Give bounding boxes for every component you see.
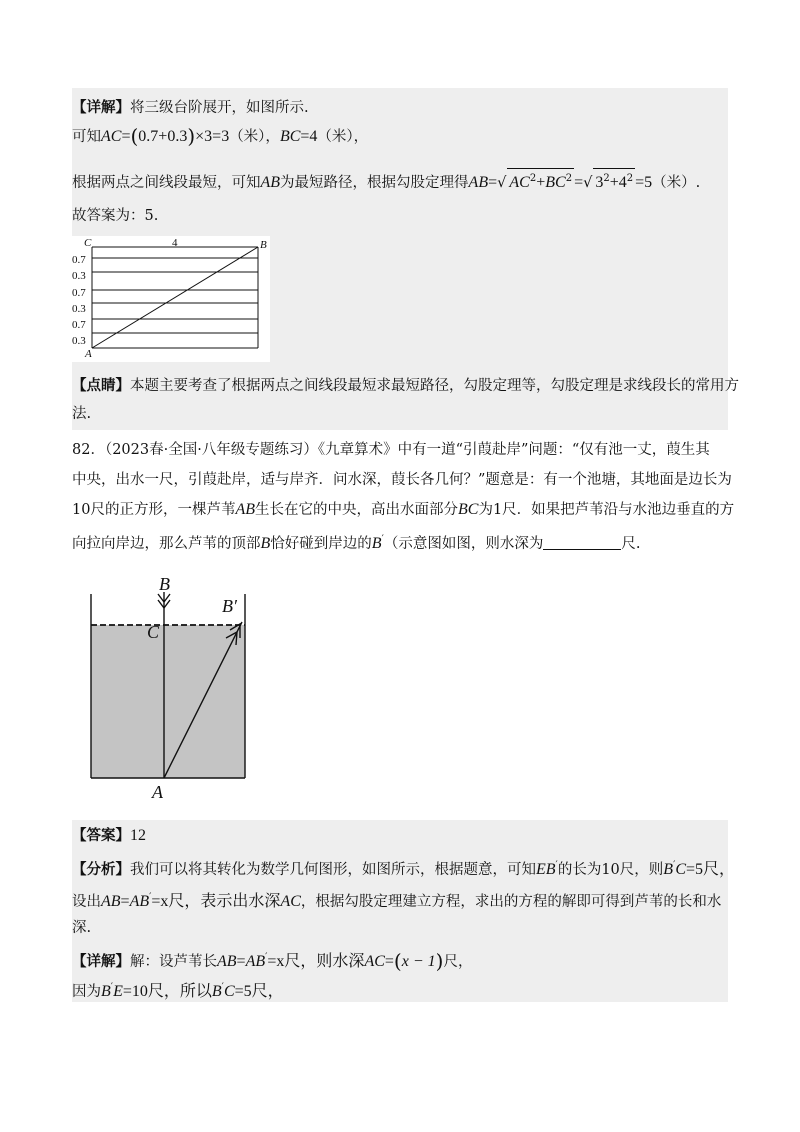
comment-line-1: [72, 376, 739, 396]
text: 因为: [72, 983, 101, 1000]
var-ab: AB: [129, 892, 150, 910]
text: （示意图如图，则水深为: [383, 535, 544, 552]
label-b: B: [260, 239, 267, 251]
comment-line-2: 法.: [72, 406, 92, 422]
text: 可知: [72, 129, 101, 145]
prime: ′: [221, 982, 224, 993]
eq: =: [120, 892, 130, 910]
num: +4: [609, 173, 627, 191]
text: 10尺的正方形，一棵芦苇: [72, 502, 236, 518]
text: 我们可以将其转化为数学几何图形，如图所示，根据题意，可知: [130, 861, 536, 878]
var-c: C: [223, 982, 235, 1000]
detail-tag: 【详解】: [72, 99, 130, 116]
sq: 2: [529, 173, 537, 184]
expr: x − 1: [401, 952, 436, 970]
problem-line-4: [72, 530, 640, 554]
plus: +: [536, 173, 546, 191]
row-label: 0.3: [72, 335, 86, 347]
unit: （米），: [229, 129, 280, 145]
analysis-line-1: [72, 856, 735, 880]
row-label: 0.7: [72, 287, 86, 299]
var-ac: AC: [509, 173, 530, 191]
problem-line-2: 中央，出水一尺，引葭赴岸，适与岸齐．问水深，葭长各几何？”题意是：有一个池塘，其地面是边长为: [72, 472, 732, 488]
text: 根据两点之间线段最短，可知: [72, 174, 261, 191]
bc-val: =4: [300, 128, 318, 145]
prime: ′: [673, 860, 676, 871]
text: 恰好碰到岸边的: [270, 535, 372, 552]
sqrt-1: [507, 168, 574, 193]
var-b: B: [211, 982, 222, 1000]
mul: ×3=3: [195, 128, 230, 145]
analysis-tag: 【分析】: [72, 860, 130, 878]
text: =x尺，表示出水深: [151, 892, 281, 910]
answer-line: 故答案为：5.: [72, 208, 159, 224]
analysis-line-3: 深.: [72, 920, 92, 936]
problem-line-1: 82．（2023春·全国·八年级专题练习）《九章算术》中有一道“引葭赴岸”问题：“仅有池一丈，葭生其: [72, 442, 710, 458]
prime: ′: [110, 982, 114, 993]
comment-text: 本题主要考查了根据两点之间线段最短求最短路径，勾股定理等，勾股定理是求线段长的常用方: [130, 378, 739, 394]
stairs-figure: [68, 236, 270, 362]
unit: （米）.: [652, 174, 701, 191]
answer-line-2: [72, 826, 146, 846]
unit: （米），: [317, 129, 369, 145]
var-ab: AB: [217, 952, 237, 970]
text: =5尺，: [686, 860, 736, 878]
var-ab: AB: [260, 173, 281, 191]
label-c: C: [147, 622, 160, 642]
water: [91, 625, 245, 778]
eq: =: [574, 173, 584, 191]
sq: 2: [626, 173, 634, 184]
var-b: B: [663, 860, 674, 878]
var-bc: BC: [458, 501, 479, 518]
expr: 0.7+0.3: [138, 128, 188, 145]
label-b: B: [159, 574, 170, 594]
eq: =: [121, 128, 131, 145]
text: 解：设芦苇长: [130, 953, 217, 970]
text: =10尺，所以: [122, 982, 212, 1000]
label-a: A: [152, 782, 163, 802]
prime: ′: [555, 860, 558, 871]
var-b-prime: B: [371, 534, 382, 552]
text: 的长为10尺，则: [557, 861, 664, 878]
detail-text: 将三级台阶展开，如图所示.: [130, 100, 309, 116]
var-b: B: [101, 982, 111, 1000]
answer-tag: 【答案】: [72, 827, 130, 844]
var-e: E: [113, 982, 123, 1000]
label-top: 4: [172, 237, 178, 249]
detail-tag: 【详解】: [72, 952, 130, 970]
comment-tag: 【点睛】: [72, 377, 130, 394]
text: 为1尺．如果把芦苇沿与水池边垂直的方: [478, 502, 735, 518]
label-b-prime: B′: [222, 596, 237, 616]
var-ac: AC: [101, 128, 122, 145]
sq: 2: [603, 173, 610, 184]
var-b: B: [260, 534, 271, 552]
text: 尺.: [621, 535, 641, 552]
pond-figure: [80, 572, 260, 804]
var-ab: AB: [101, 892, 121, 910]
detail2-line-1: 【详解】解：设芦苇长AB=AB′=x尺，则水深AC=(x − 1)尺，: [72, 948, 473, 973]
row-label: 0.3: [72, 270, 86, 282]
text: 设出: [72, 893, 101, 910]
eq: =: [236, 952, 246, 970]
row-label: 0.7: [72, 254, 86, 266]
var-c: C: [675, 860, 687, 878]
num: 3: [595, 173, 604, 191]
text: 向拉向岸边，那么芦苇的顶部: [72, 535, 261, 552]
var-eb: EB: [536, 860, 556, 878]
sqrt-2: [593, 168, 635, 193]
detail-line-3: 根据两点之间线段最短，可知AB为最短路径，根据勾股定理得AB=√ $AC^2+BC^2$ =√ $3^2+4^2 =5$（米）.: [72, 168, 700, 193]
label-c: C: [84, 237, 92, 249]
text: 生长在它的中央，高出水面部分: [255, 502, 458, 518]
prime: ′: [381, 534, 384, 545]
label-a: A: [85, 348, 92, 360]
sq: 2: [565, 173, 573, 184]
analysis-line-2: [72, 888, 721, 912]
result: =5: [635, 173, 653, 191]
var-ab: AB: [245, 952, 266, 970]
row-label: 0.3: [72, 303, 86, 315]
text: =x尺，则水深: [267, 952, 365, 970]
prime: ′: [265, 952, 268, 963]
detail-line-1: [72, 98, 309, 118]
var-ac: AC: [280, 892, 301, 910]
text: ，根据勾股定理建立方程，求出的方程的解即可得到芦苇的长和水: [300, 893, 722, 910]
text: 为最短路径，根据勾股定理得: [280, 174, 469, 191]
var-bc: BC: [545, 173, 566, 191]
var-ab: AB: [235, 501, 255, 518]
answer-value: 12: [130, 827, 146, 844]
detail-line-2: 可知AC=(0.7+0.3)×3=3（米），BC=4（米），: [72, 124, 369, 148]
prime: ′: [149, 892, 152, 903]
text: =5尺，: [234, 982, 284, 1000]
row-label: 0.7: [72, 319, 86, 331]
detail2-line-2: [72, 978, 284, 1002]
answer-blank[interactable]: [543, 535, 621, 550]
problem-line-3: [72, 500, 734, 520]
eq: =: [488, 173, 498, 191]
var-ab: AB: [468, 173, 489, 191]
var-bc: BC: [279, 128, 301, 145]
eq: =: [384, 952, 394, 970]
var-ac: AC: [364, 952, 385, 970]
unit: 尺，: [443, 953, 473, 970]
